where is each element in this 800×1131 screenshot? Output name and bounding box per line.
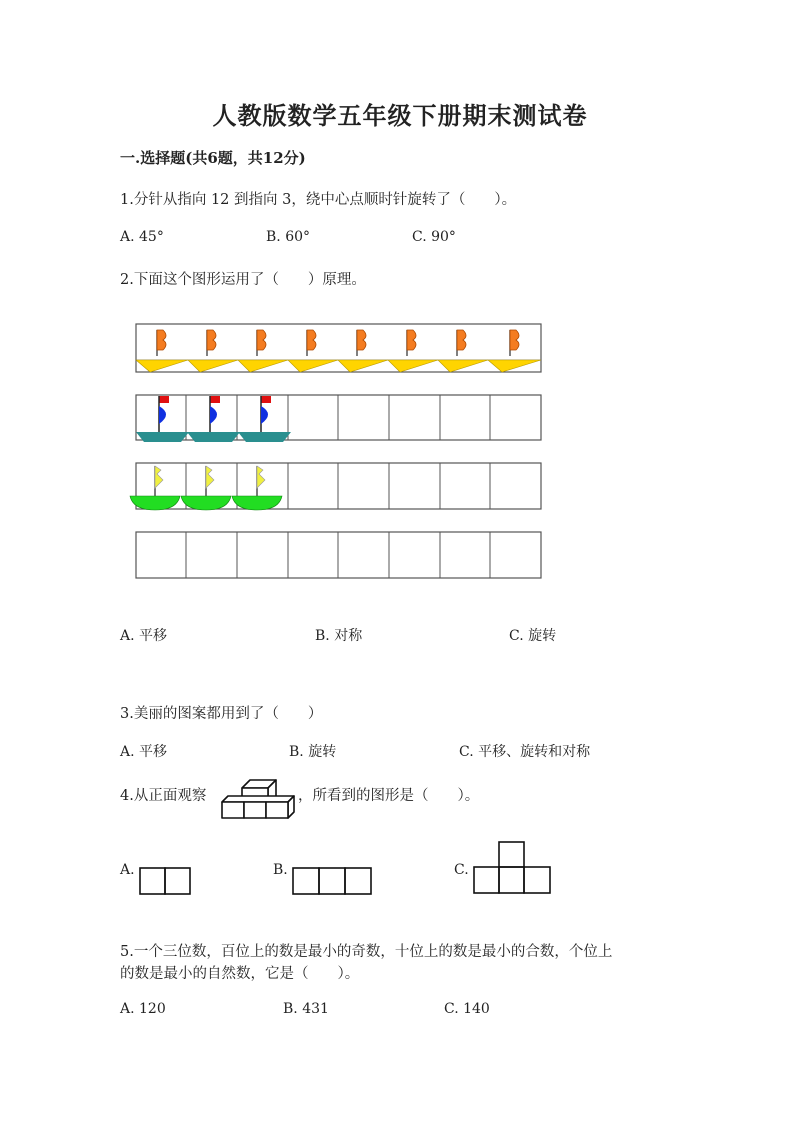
q2-option-a: A. 平移 bbox=[120, 628, 168, 644]
q5-option-b: B. 431 bbox=[283, 1001, 329, 1017]
section-heading: 一.选择题(共6题，共12分) bbox=[120, 149, 306, 167]
question-2 bbox=[120, 268, 366, 289]
q1-option-a: A. 45° bbox=[120, 229, 164, 245]
q4-option-a-figure bbox=[139, 866, 193, 896]
question-number: 1. bbox=[120, 192, 134, 208]
row-empty-grid bbox=[136, 532, 541, 578]
question-text: 一个三位数，百位上的数是最小的奇数，十位上的数是最小的合数，个位上 bbox=[133, 944, 613, 960]
q3-option-c: C. 平移、旋转和对称 bbox=[459, 744, 591, 760]
question-4-part1 bbox=[120, 784, 206, 805]
question-4-part2: ，所看到的图形是（ ）。 bbox=[298, 788, 480, 804]
question-number: 2. bbox=[120, 272, 134, 288]
question-number: 3. bbox=[120, 706, 134, 722]
question-number: 4. bbox=[120, 788, 134, 804]
row-orange-flags bbox=[136, 324, 541, 372]
q3-option-b: B. 旋转 bbox=[289, 744, 337, 760]
q4-option-b: B. bbox=[273, 862, 288, 878]
q4-option-c: C. bbox=[454, 862, 469, 878]
translation-pattern-figure bbox=[130, 320, 545, 582]
row-green-boats bbox=[130, 463, 541, 510]
page-title: 人教版数学五年级下册期末测试卷 bbox=[212, 101, 588, 130]
q4-option-b-figure bbox=[292, 866, 374, 896]
question-1 bbox=[120, 188, 516, 209]
q2-option-c: C. 旋转 bbox=[509, 628, 557, 644]
q5-option-c: C. 140 bbox=[444, 1001, 490, 1017]
question-5-line1 bbox=[120, 940, 612, 961]
q2-option-b: B. 对称 bbox=[315, 628, 363, 644]
q4-option-a: A. bbox=[120, 862, 135, 878]
row-blue-boats bbox=[136, 395, 541, 442]
question-text: 从正面观察 bbox=[133, 788, 207, 804]
question-text: 分针从指向 12 到指向 3，绕中心点顺时针旋转了（ ）。 bbox=[133, 192, 517, 208]
question-text: 美丽的图案都用到了（ ） bbox=[133, 706, 323, 722]
cube-stack-figure bbox=[218, 778, 296, 820]
question-3 bbox=[120, 702, 322, 723]
q5-option-a: A. 120 bbox=[120, 1001, 166, 1017]
q1-option-b: B. 60° bbox=[266, 229, 311, 245]
question-5-line2: 的数是最小的自然数，它是（ ）。 bbox=[120, 966, 360, 982]
q4-option-c-figure bbox=[472, 840, 554, 896]
q3-option-a: A. 平移 bbox=[120, 744, 168, 760]
q1-option-c: C. 90° bbox=[412, 229, 456, 245]
question-number: 5. bbox=[120, 944, 134, 960]
question-text: 下面这个图形运用了（ ）原理。 bbox=[133, 272, 366, 288]
